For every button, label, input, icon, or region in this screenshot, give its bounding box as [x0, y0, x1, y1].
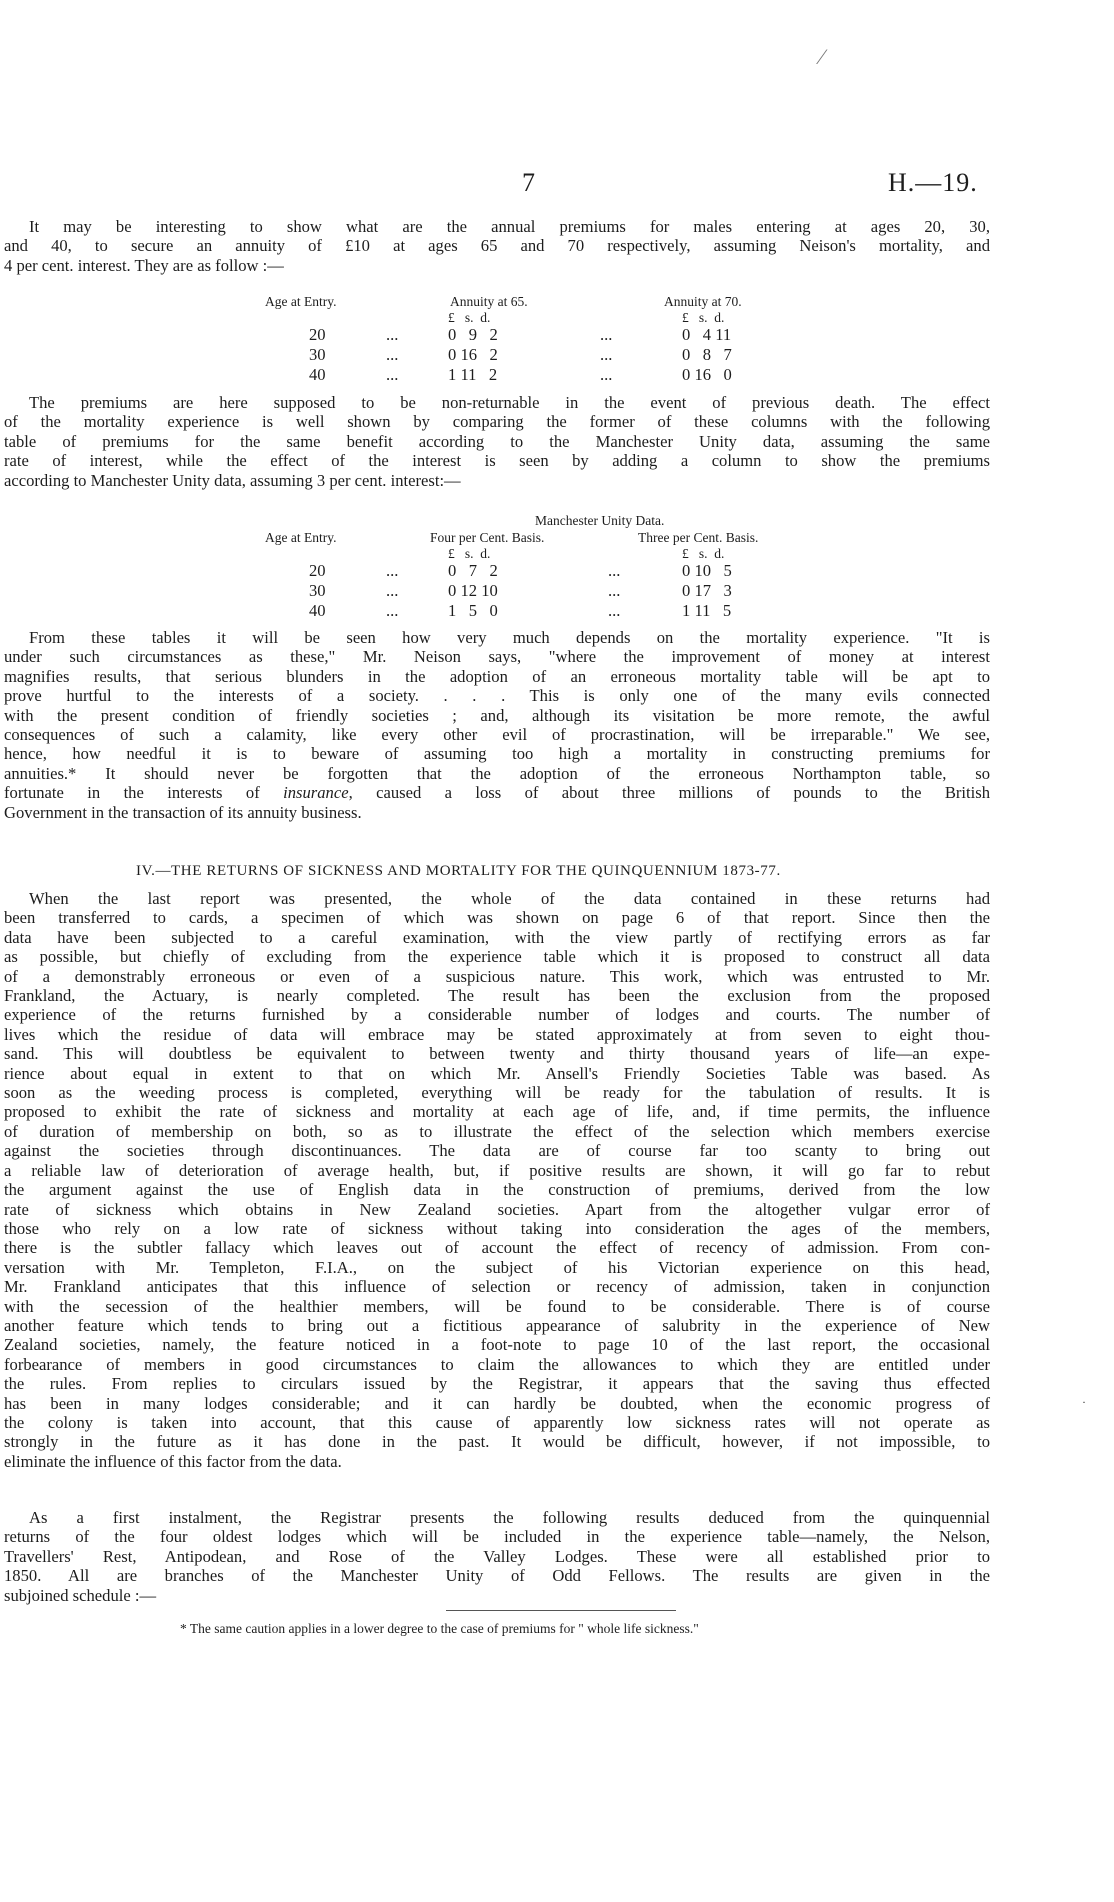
table-cell-value: 0 16 2 [448, 345, 498, 364]
text-line: annuities.* It should never be forgotten that the adoption of the erroneous Northampton table, so [4, 763, 990, 783]
table-cell-value: 0 7 2 [448, 561, 498, 580]
text-line: under such circumstances as these," Mr. Neison says, "where the improvement of money at interest [4, 647, 990, 667]
column-header-three-percent: Three per Cent. Basis. [638, 530, 759, 545]
text-line: of a demonstrably erroneous or even of a suspicious nature. This work, which was entrusted to Mr. [4, 966, 990, 986]
text-line: according to Manchester Unity data, assuming 3 per cent. interest:— [4, 470, 461, 490]
text-line: with the present condition of friendly societies ; and, although its visitation be more remote, the awful [4, 705, 990, 725]
page-number: 7 [522, 168, 535, 197]
column-header-annuity-65: Annuity at 65. [450, 294, 528, 309]
column-header-annuity-70: Annuity at 70. [664, 294, 742, 309]
text-line: strongly in the future as it has done in the past. It would be difficult, however, if not impossible, to [4, 1432, 990, 1452]
text-line: The premiums are here supposed to be non-returnable in the event of previous death. The effect [29, 393, 990, 412]
emphasis: insurance [283, 783, 349, 803]
leader-dots: ... [386, 601, 399, 620]
text-line: Government in the transaction of its annuity business. [4, 802, 362, 822]
text-line: From these tables it will be seen how very much depends on the mortality experience. "It is [29, 628, 990, 647]
currency-units: £ s. d. [682, 310, 725, 325]
text-line: As a first instalment, the Registrar presents the following results deduced from the quinquennial [29, 1508, 990, 1527]
text-line: subjoined schedule :— [4, 1585, 157, 1605]
text-line: against the societies through discontinuances. The data are of course far too scanty to bring out [4, 1141, 990, 1161]
text-line: as possible, but chiefly of excluding from the experience table which it is proposed to construct all data [4, 947, 990, 967]
text-line: soon as the weeding process is completed, everything will be ready for the tabulation of results. It is [4, 1083, 990, 1103]
pen-mark: ⁄ [820, 44, 824, 69]
leader-dots: ... [386, 345, 399, 364]
manchester-unity-table [0, 511, 1114, 629]
paper-reference: H.—19. [888, 168, 978, 197]
text-line: rience about equal in extent to that on which Mr. Ansell's Friendly Societies Table was based. As [4, 1063, 990, 1083]
text-line: a reliable law of deterioration of average health, but, if positive results are shown, it will go far to rebut [4, 1160, 990, 1180]
table-cell-age: 40 [309, 365, 326, 384]
text-line: and 40, to secure an annuity of £10 at ages 65 and 70 respectively, assuming Neison's mortality, and [4, 236, 990, 256]
text-line: versation with Mr. Templeton, F.I.A., on the subject of his Victorian experience on this head, [4, 1257, 990, 1277]
leader-dots: ... [386, 561, 399, 580]
text-line: the colony is taken into account, that this cause of apparently low sickness rates will not operate as [4, 1412, 990, 1432]
leader-dots: ... [608, 561, 621, 580]
table-cell-value: 0 4 11 [682, 325, 732, 344]
text-line: rate of sickness which obtains in New Zealand societies. Apart from the altogether vulgar error of [4, 1199, 990, 1219]
text-line: lives which the residue of data will embrace may be stated approximately at from seven to eight thou- [4, 1024, 990, 1044]
annuity-premium-table [0, 292, 1114, 392]
leader-dots: ... [386, 581, 399, 600]
paragraph-annuity-premiums [4, 217, 990, 275]
table-cell-value: 0 8 7 [682, 345, 732, 364]
table-super-header: Manchester Unity Data. [535, 513, 665, 528]
paragraph-first-instalment [4, 1508, 990, 1605]
text-line: prove hurtful to the interests of a society. . . . This is only one of the many evils connected [4, 686, 990, 706]
table-cell-value: 0 17 3 [682, 581, 732, 600]
text-line: of duration of membership on both, so as to illustrate the effect of the selection which members exercise [4, 1121, 990, 1141]
table-cell-value: 0 16 0 [682, 365, 732, 384]
table-cell-age: 40 [309, 601, 326, 620]
text-line: the rules. From replies to circulars issued by the Registrar, it appears that the saving thus effected [4, 1374, 990, 1394]
table-cell-value: 1 5 0 [448, 601, 498, 620]
footnote: * The same caution applies in a lower degree to the case of premiums for " whole life sickness." [180, 1621, 699, 1636]
text-line: hence, how needful it is to beware of assuming too high a mortality in constructing premiums for [4, 744, 990, 764]
text-line: It may be interesting to show what are the annual premiums for males entering at ages 20, 30, [29, 217, 990, 236]
column-header-age: Age at Entry. [265, 530, 337, 545]
footnote-divider [446, 1610, 676, 1611]
paragraph-returns-sickness [4, 889, 990, 1471]
text-line: 4 per cent. interest. They are as follow :— [4, 255, 284, 275]
currency-units: £ s. d. [448, 546, 491, 561]
paragraph-neison-quote [4, 628, 990, 822]
text-line: been transferred to cards, a specimen of which was shown on page 6 of that report. Since then the [4, 908, 990, 928]
text-line: proposed to exhibit the rate of sickness and mortality at each age of life, and, if time permits, the influence [4, 1102, 990, 1122]
text-line: Frankland, the Actuary, is nearly completed. The result has been the exclusion from the proposed [4, 986, 990, 1006]
text-line: eliminate the influence of this factor from the data. [4, 1451, 342, 1471]
table-cell-age: 30 [309, 581, 326, 600]
text-line: forbearance of members in good circumstances to claim the allowances to which they are entitled under [4, 1354, 990, 1374]
table-cell-value: 1 11 5 [682, 601, 732, 620]
text-line: the argument against the use of English data in the construction of premiums, derived from the low [4, 1180, 990, 1200]
column-header-four-percent: Four per Cent. Basis. [430, 530, 545, 545]
leader-dots: ... [600, 325, 613, 344]
section-heading: IV.—THE RETURNS OF SICKNESS AND MORTALITY FOR THE QUINQUENNIUM 1873-77. [136, 863, 781, 879]
table-cell-age: 20 [309, 325, 326, 344]
text-line: sand. This will doubtless be equivalent to between twenty and thirty thousand years of life—an expe- [4, 1044, 990, 1064]
text-line: magnifies results, that serious blunders in the adoption of an erroneous mortality table will be apt to [4, 666, 990, 686]
table-cell-value: 0 9 2 [448, 325, 498, 344]
text-line: experience of the returns furnished by a considerable number of lodges and courts. The number of [4, 1005, 990, 1025]
text-line: fortunate in the interests of insurance, caused a loss of about three millions of pounds to the British [4, 783, 991, 803]
leader-dots: ... [600, 345, 613, 364]
leader-dots: ... [386, 325, 399, 344]
text-line: When the last report was presented, the whole of the data contained in these returns had [29, 889, 990, 908]
text-line: with the secession of the healthier members, will be found to be considerable. There is of course [4, 1296, 990, 1316]
paragraph-mortality-comparison [4, 393, 990, 490]
text-line: data have been subjected to a careful examination, with the view partly of rectifying errors as far [4, 927, 990, 947]
table-cell-value: 0 10 5 [682, 561, 732, 580]
stray-mark: · [1082, 1395, 1086, 1409]
text-line: of the mortality experience is well shown by comparing the former of these columns with the following [4, 412, 990, 432]
text-line: table of premiums for the same benefit according to the Manchester Unity data, assuming the same [4, 431, 990, 451]
leader-dots: ... [386, 365, 399, 384]
column-header-age: Age at Entry. [265, 294, 337, 309]
text-line: Zealand societies, namely, the feature noticed in a foot-note to page 10 of the last report, the occasional [4, 1335, 990, 1355]
leader-dots: ... [600, 365, 613, 384]
currency-units: £ s. d. [448, 310, 491, 325]
table-cell-age: 20 [309, 561, 326, 580]
leader-dots: ... [608, 601, 621, 620]
table-cell-age: 30 [309, 345, 326, 364]
text-line: 1850. All are branches of the Manchester Unity of Odd Fellows. The results are given in the [4, 1566, 990, 1586]
leader-dots: ... [608, 581, 621, 600]
currency-units: £ s. d. [682, 546, 725, 561]
text-line: consequences of such a calamity, like every other evil of procrastination, will be irreparable." We see, [4, 725, 990, 745]
table-cell-value: 1 11 2 [448, 365, 498, 384]
text-line: rate of interest, while the effect of the interest is seen by adding a column to show the premiums [4, 451, 990, 471]
text-line: returns of the four oldest lodges which will be included in the experience table—namely, the Nelson, [4, 1527, 990, 1547]
text-line: another feature which tends to bring out a fictitious appearance of salubrity in the experience of New [4, 1315, 990, 1335]
text-line: Travellers' Rest, Antipodean, and Rose of the Valley Lodges. These were all established prior to [4, 1546, 990, 1566]
text-line: those who rely on a low rate of sickness without taking into consideration the ages of the members, [4, 1218, 990, 1238]
text-line: has been in many lodges considerable; and it can hardly be doubted, when the economic progress of [4, 1393, 990, 1413]
table-cell-value: 0 12 10 [448, 581, 498, 600]
text-line: there is the subtler fallacy which leaves out of account the effect of recency of admission. From con- [4, 1238, 990, 1258]
text-line: Mr. Frankland anticipates that this influence of selection or recency of admission, taken in conjunction [4, 1277, 990, 1297]
